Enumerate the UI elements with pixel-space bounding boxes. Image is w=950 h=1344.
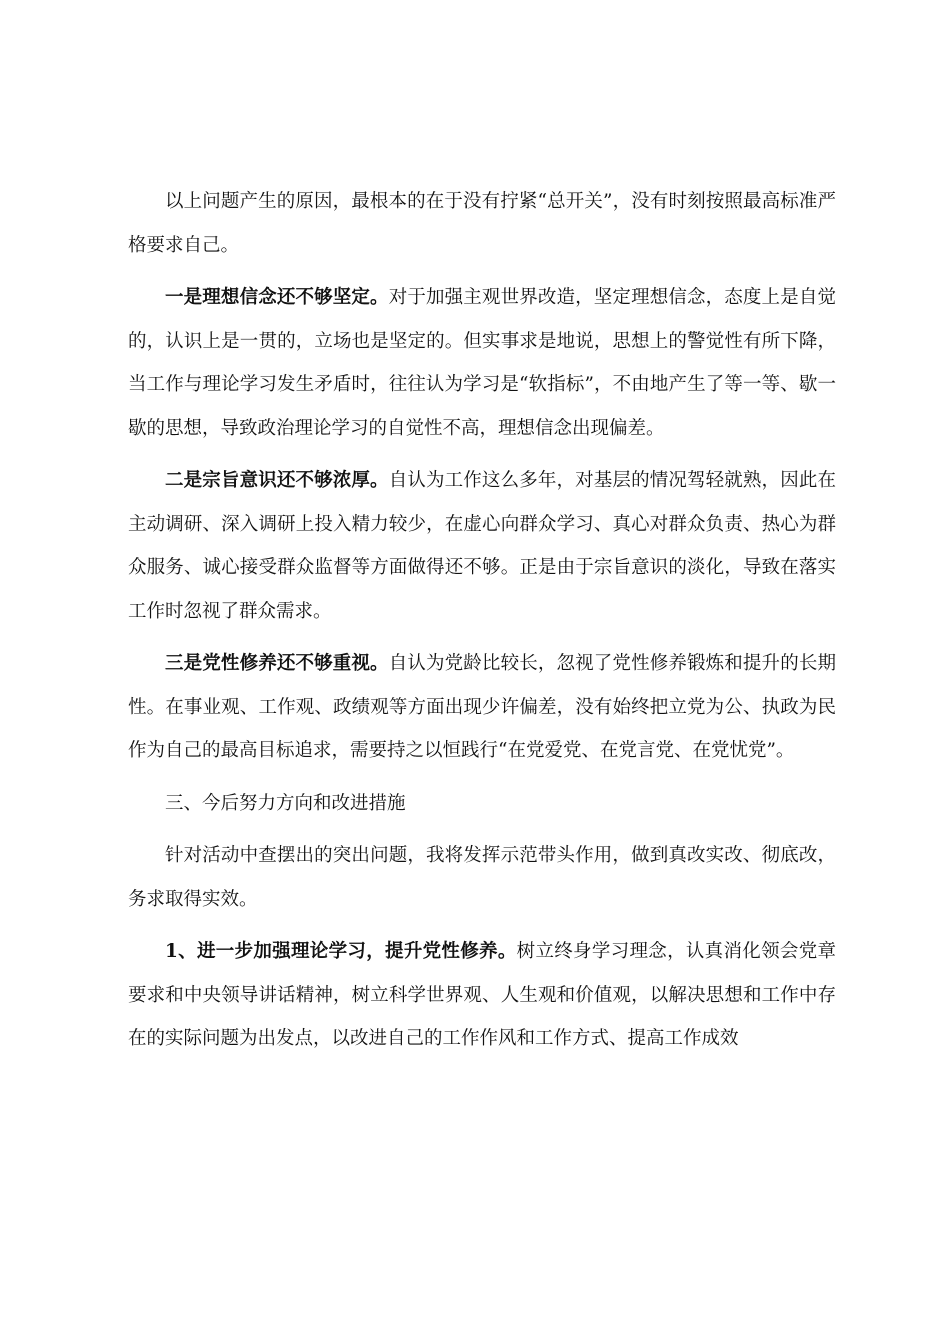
- paragraph-measure-1: [128, 930, 836, 1061]
- paragraph-lead: 二是宗旨意识还不够浓厚。: [165, 470, 389, 491]
- paragraph-causes: [128, 180, 836, 267]
- paragraph-party-spirit: [128, 642, 836, 773]
- paragraph-text: 自认为党龄比较长，忽视了党性修养锻炼和提升的长期性。在事业观、工作观、政绩观等方面出现少许偏差，没有始终把立党为公、执政为民作为自己的最高目标追求，需要持之以恒践行“在党爱党、在党言党、在党忧党”。: [128, 653, 836, 761]
- paragraph-lead: 三是党性修养还不够重视。: [165, 653, 389, 674]
- section-heading-text: 三、今后努力方向和改进措施: [165, 792, 406, 814]
- paragraph-purpose: [128, 459, 836, 633]
- paragraph-text: 以上问题产生的原因，最根本的在于没有拧紧“总开关”，没有时刻按照最高标准严格要求自己。: [128, 191, 836, 256]
- paragraph-lead: 一是理想信念还不够坚定。: [165, 287, 389, 308]
- section-heading: [128, 782, 836, 826]
- paragraph-lead: 1、进一步加强理论学习，提升党性修养。: [165, 941, 517, 962]
- document-body: [128, 180, 836, 1070]
- paragraph-text: 自认为工作这么多年，对基层的情况驾轻就熟，因此在主动调研、深入调研上投入精力较少，在虚心向群众学习、真心对群众负责、热心为群众服务、诚心接受群众监督等方面做得还不够。正是由于宗旨意识的淡化，导致在落实工作时忽视了群众需求。: [128, 470, 836, 622]
- paragraph-text: 针对活动中查摆出的突出问题，我将发挥示范带头作用，做到真改实改、彻底改，务求取得实效。: [128, 845, 836, 910]
- paragraph-text: 对于加强主观世界改造，坚定理想信念，态度上是自觉的，认识上是一贯的，立场也是坚定的。但实事求是地说，思想上的警觉性有所下降，当工作与理论学习发生矛盾时，往往认为学习是“软指标”，不由地产生了等一等、歇一歇的思想，导致政治理论学习的自觉性不高，理想信念出现偏差。: [128, 287, 836, 439]
- paragraph-intro-measures: [128, 834, 836, 921]
- paragraph-ideals: [128, 276, 836, 450]
- paragraph-text: 树立终身学习理念，认真消化领会党章要求和中央领导讲话精神，树立科学世界观、人生观和价值观，以解决思想和工作中存在的实际问题为出发点，以改进自己的工作作风和工作方式、提高工作成效: [128, 941, 836, 1049]
